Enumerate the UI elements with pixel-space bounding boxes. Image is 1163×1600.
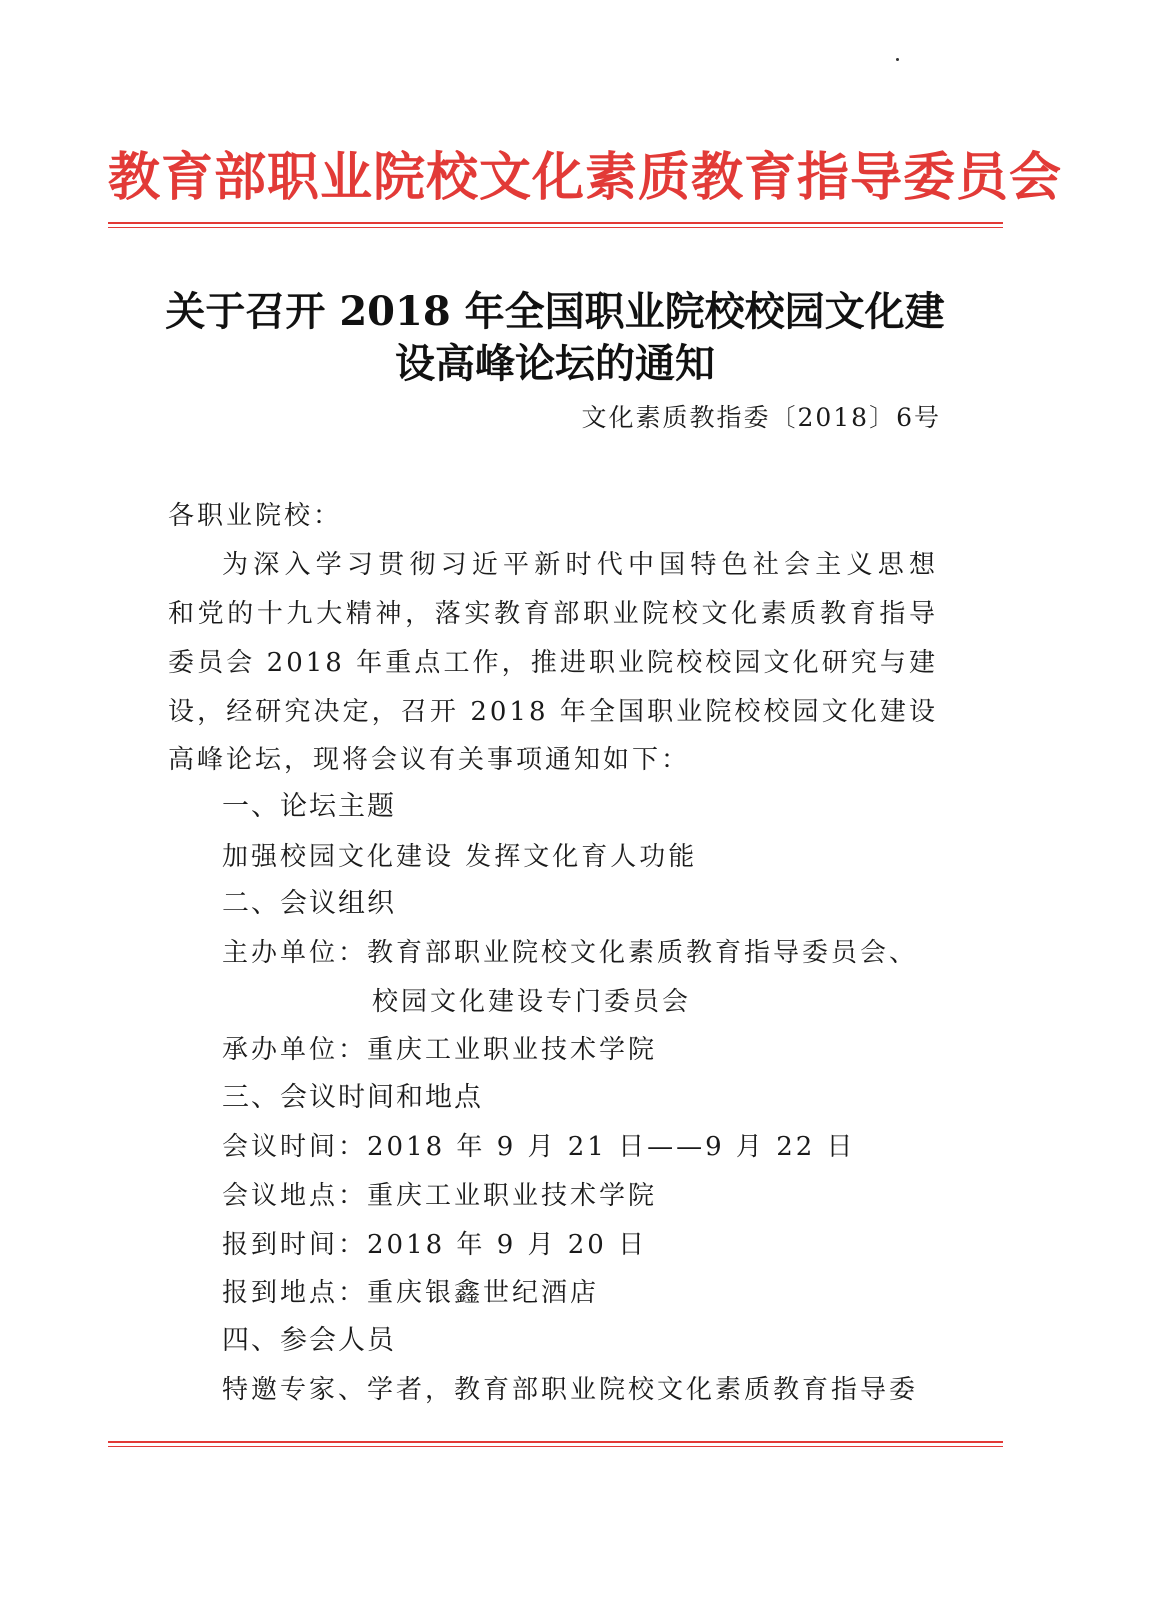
intro-line-2: 和党的十九大精神，落实教育部职业院校文化素质教育指导 [168, 599, 938, 629]
notice-title-line2: 设高峰论坛的通知 [395, 340, 715, 387]
scan-speck [896, 58, 899, 61]
section-heading-theme: 一、论坛主题 [222, 791, 396, 822]
attendees-text: 特邀专家、学者，教育部职业院校文化素质教育指导委 [222, 1375, 919, 1405]
header-red-rule [108, 222, 1003, 224]
intro-line-3: 委员会 2018 年重点工作，推进职业院校校园文化研究与建 [168, 648, 938, 678]
organizer-line: 承办单位：重庆工业职业技术学院 [222, 1035, 658, 1065]
notice-title-line1: 关于召开 2018 年全国职业院校校园文化建 [165, 288, 945, 335]
meeting-time-line: 会议时间：2018 年 9 月 21 日——9 月 22 日 [222, 1132, 856, 1162]
section-heading-attendees: 四、参会人员 [222, 1325, 396, 1356]
document-number: 文化素质教指委〔2018〕6号 [581, 403, 941, 432]
meeting-place-line: 会议地点：重庆工业职业技术学院 [222, 1181, 658, 1211]
section-heading-time-place: 三、会议时间和地点 [222, 1082, 483, 1113]
footer-red-rule [108, 1441, 1003, 1443]
intro-line-4: 设，经研究决定，召开 2018 年全国职业院校校园文化建设 [168, 697, 938, 727]
issuer-header: 教育部职业院校文化素质教育指导委员会 [108, 148, 1063, 208]
salutation: 各职业院校： [168, 501, 343, 531]
intro-line-1: 为深入学习贯彻习近平新时代中国特色社会主义思想 [222, 550, 938, 580]
host-units-line-2: 校园文化建设专门委员会 [372, 987, 692, 1017]
section-heading-organization: 二、会议组织 [222, 888, 396, 919]
host-units-line: 主办单位：教育部职业院校文化素质教育指导委员会、 [222, 938, 919, 968]
checkin-time-line: 报到时间：2018 年 9 月 20 日 [222, 1230, 648, 1260]
intro-line-5: 高峰论坛，现将会议有关事项通知如下： [168, 745, 691, 775]
footer-red-rule-thin [108, 1446, 1003, 1447]
forum-theme-text: 加强校园文化建设 发挥文化育人功能 [222, 842, 698, 872]
header-red-rule-thin [108, 227, 1003, 228]
checkin-place-line: 报到地点：重庆银鑫世纪酒店 [222, 1278, 600, 1308]
